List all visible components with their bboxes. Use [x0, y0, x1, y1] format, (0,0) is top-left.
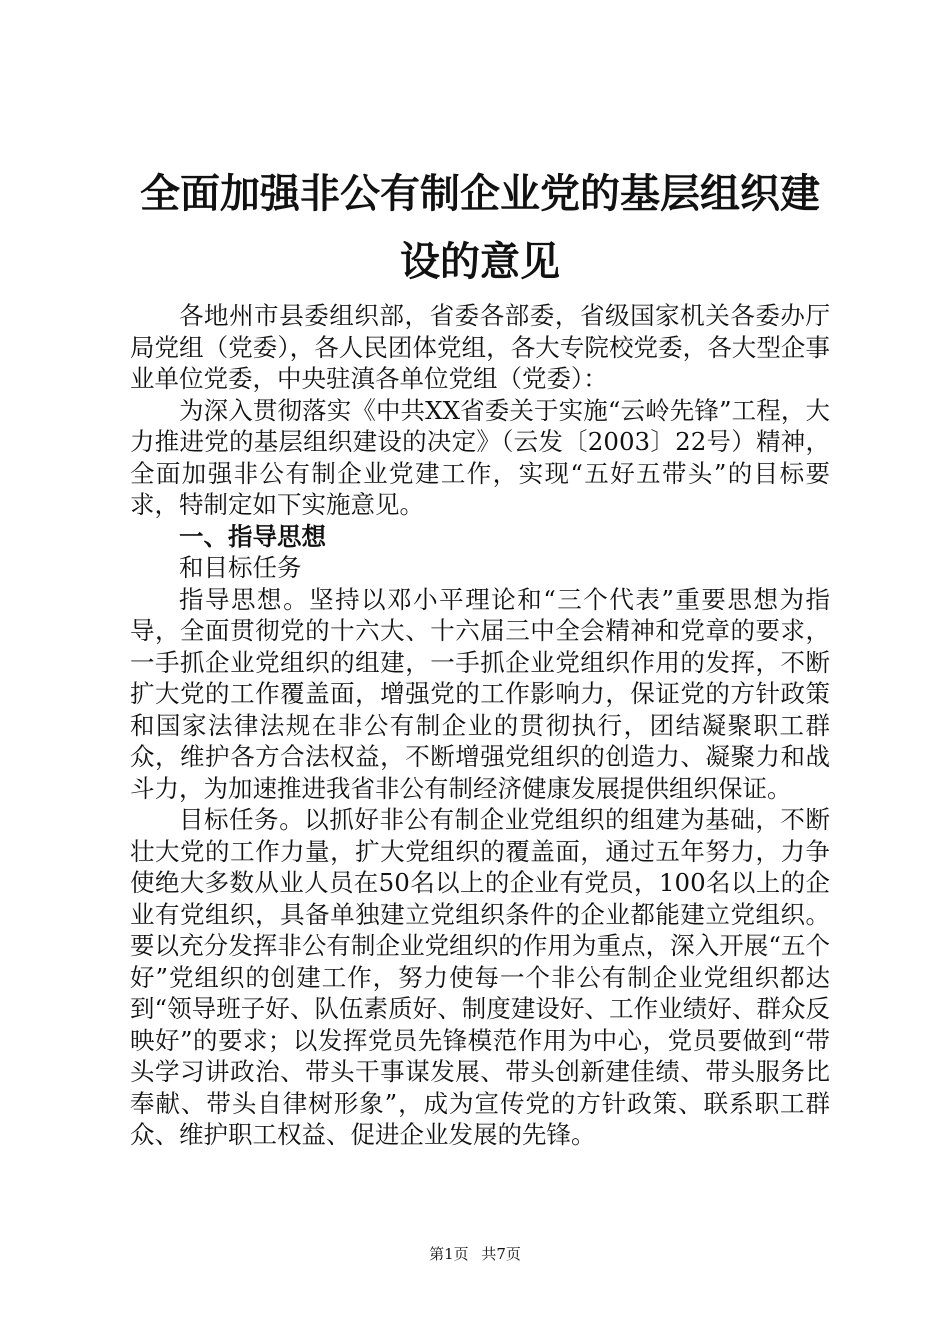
document-body — [130, 300, 830, 1151]
section-heading-continuation: 和目标任务 — [179, 553, 302, 582]
paragraph-addressees: 各地州市县委组织部，省委各部委，省级国家机关各委办厅局党组（党委），各人民团体党组，各大专院校党委，各大型企事业单位党委，中央驻滇各单位党组（党委）： — [130, 301, 830, 393]
page-number: 第1页 — [429, 1245, 469, 1263]
paragraph-guiding-thought: 指导思想。坚持以邓小平理论和“三个代表”重要思想为指导，全面贯彻党的十六大、十六届三中全会精神和党章的要求，一手抓企业党组织的组建，一手抓企业党组织作用的发挥，不断扩大党的工作覆盖面，增强党的工作影响力，保证党的方针政策和国家法律法规在非公有制企业的贯彻执行，团结凝聚职工群众，维护各方合法权益，不断增强党组织的创造力、凝聚力和战斗力，为加速推进我省非公有制经济健康发展提供组织保证。 — [130, 584, 830, 803]
paragraph-target-tasks: 目标任务。以抓好非公有制企业党组织的组建为基础，不断壮大党的工作力量，扩大党组织的覆盖面，通过五年努力，力争使绝大多数从业人员在50名以上的企业有党员，100名以上的企业有党组织，具备单独建立党组织条件的企业都能建立党组织。要以充分发挥非公有制企业党组织的作用为重点，深入开展“五个好”党组织的创建工作，努力使每一个非公有制企业党组织都达到“领导班子好、队伍素质好、制度建设好、工作业绩好、群众反映好”的要求；以发挥党员先锋模范作用为中心，党员要做到“带头学习讲政治、带头干事谋发展、带头创新建佳绩、带头服务比奉献、带头自律树形象”，成为宣传党的方针政策、联系职工群众、维护职工权益、促进企业发展的先锋。 — [130, 805, 830, 1149]
section-heading: 一、指导思想 — [179, 521, 326, 551]
page-footer — [0, 1244, 950, 1264]
page-total: 共7页 — [481, 1245, 521, 1263]
document-title: 全面加强非公有制企业党的基层组织建设的意见 — [140, 171, 820, 285]
paragraph-preamble: 为深入贯彻落实《中共XX省委关于实施“云岭先锋”工程，大力推进党的基层组织建设的决定》（云发〔2003〕22号）精神，全面加强非公有制企业党建工作，实现“五好五带头”的目标要求，特制定如下实施意见。 — [130, 395, 830, 519]
document-page — [130, 160, 830, 1151]
